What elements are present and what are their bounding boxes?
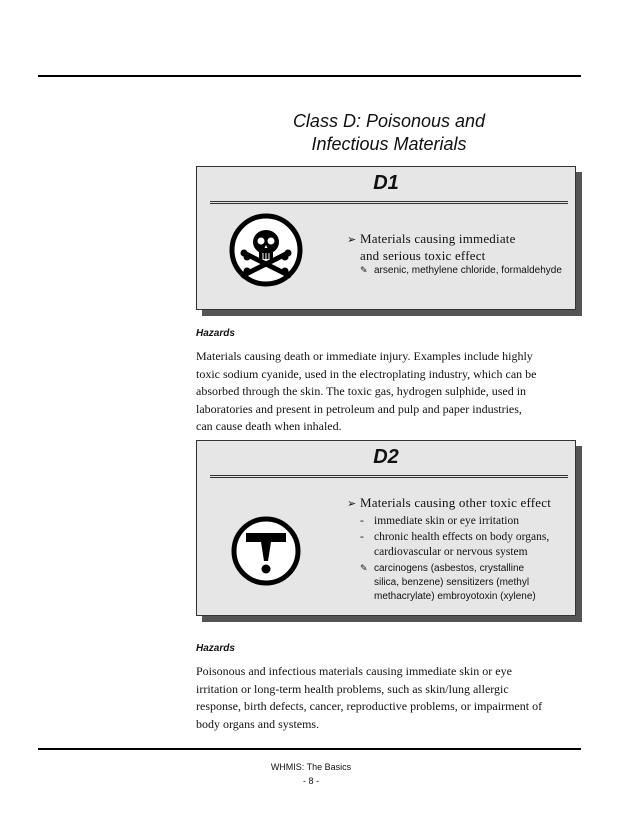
header-rule (38, 75, 581, 77)
d2-sub-1-text: immediate skin or eye irritation (374, 515, 519, 527)
footer-rule (38, 748, 581, 750)
footer-doc-title: WHMIS: The Basics (270, 762, 352, 772)
d2-bullet (347, 495, 551, 512)
d2-sub-item-2 (360, 530, 549, 560)
d2-heading-rule (210, 475, 568, 478)
hazards-1-line-1: Materials causing death or immediate injury. Examples include highly (196, 349, 533, 363)
hazards-label-1: Hazards (196, 328, 235, 339)
d2-example-pencil-icon: ✎ (360, 564, 368, 574)
d2-sub-dash-1: - (360, 515, 364, 527)
d1-heading: D1 (373, 172, 399, 194)
footer (196, 760, 426, 788)
d2-box (196, 440, 576, 616)
hazards-2-line-1: Poisonous and infectious materials causing immediate skin or eye (196, 664, 512, 678)
d1-bullet (347, 231, 516, 264)
d1-heading-rule (210, 201, 568, 204)
d2-bullet-text: Materials causing other toxic effect (360, 495, 552, 510)
d1-bullet-arrow-icon: ➢ (347, 233, 357, 246)
d1-bullet-line-1: Materials causing immediate (360, 231, 516, 246)
d2-sub-item-1 (360, 514, 519, 529)
d2-example-line-3: methacrylate) embroyotoxin (xylene) (374, 591, 536, 602)
hazards-1-line-4: laboratories and present in petroleum and pulp and paper industries, (196, 401, 522, 416)
hazards-1-line-5: can cause death when inhaled. (196, 419, 342, 434)
page-title (196, 110, 582, 156)
d1-bullet-line-2: and serious toxic effect (360, 248, 486, 263)
hazards-paragraph-2 (196, 663, 584, 733)
page-title-line-1: Class D: Poisonous and (292, 111, 486, 131)
hazards-2-line-4: body organs and systems. (196, 716, 320, 731)
d2-sub-2-line-2: cardiovascular or nervous system (374, 546, 528, 558)
d2-example-line-1: carcinogens (asbestos, crystalline (374, 563, 525, 574)
hazards-1-line-3: absorbed through the skin. The toxic gas, hydrogen sulphide, used in (196, 384, 527, 399)
d2-heading: D2 (373, 446, 399, 468)
hazards-label-2: Hazards (196, 643, 235, 654)
d1-box (196, 166, 576, 310)
d1-example-pencil-icon: ✎ (360, 266, 368, 276)
t-exclamation-icon (230, 515, 302, 587)
page-title-line-2: Infectious Materials (311, 134, 467, 154)
d2-bullet-arrow-icon: ➢ (347, 497, 357, 510)
d2-example (360, 562, 536, 604)
hazards-1-line-2: toxic sodium cyanide, used in the electroplating industry, which can be (196, 366, 537, 381)
d1-example (360, 264, 562, 278)
d2-sub-dash-2: - (360, 531, 364, 543)
skull-crossbones-icon (228, 212, 304, 288)
hazards-2-line-2: irritation or long-term health problems, such as skin/lung allergic (196, 681, 509, 696)
d1-example-text: arsenic, methylene chloride, formaldehyde (374, 265, 562, 276)
footer-page-number: - 8 - (302, 776, 319, 786)
d2-sub-2-line-1: chronic health effects on body organs, (374, 531, 550, 543)
hazards-paragraph-1 (196, 348, 584, 436)
d2-example-line-2: silica, benzene) sensitizers (methyl (374, 577, 530, 588)
hazards-2-line-3: response, birth defects, cancer, reproductive problems, or impairment of (196, 699, 543, 714)
